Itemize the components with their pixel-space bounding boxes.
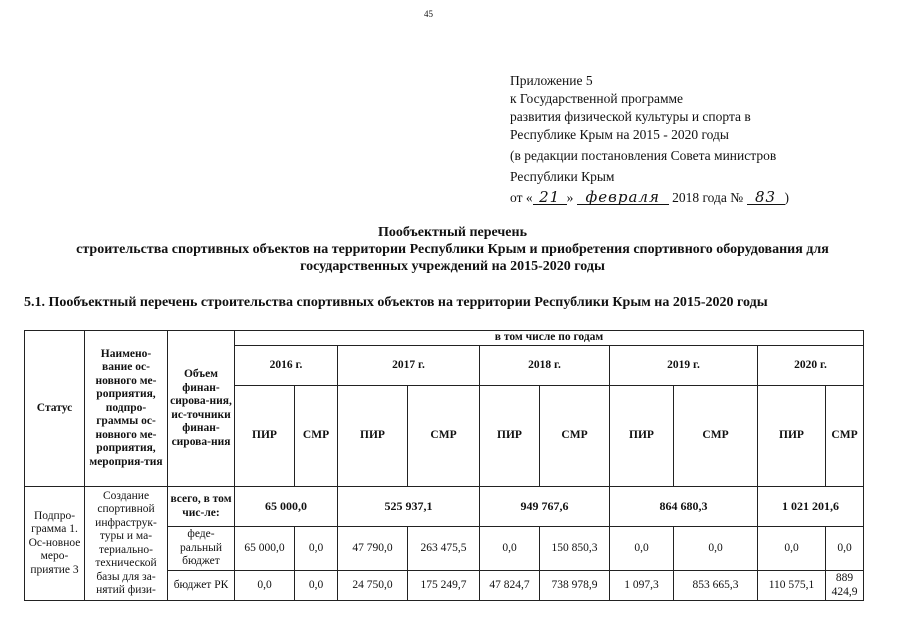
- row-label: феде-ральный бюджет: [168, 527, 235, 571]
- status-cell: Подпро-грамма 1. Ос-новное меро-приятие 3: [25, 487, 85, 601]
- date-close: ): [784, 190, 790, 205]
- value-cell: 0,0: [480, 527, 540, 571]
- year-total: 525 937,1: [338, 487, 480, 527]
- value-cell: 110 575,1: [758, 571, 826, 601]
- year-total: 1 021 201,6: [758, 487, 864, 527]
- appendix-line: Республики Крым: [510, 169, 615, 184]
- title-line: строительства спортивных объектов на территории Республики Крым и приобретения спортивного оборудования для: [76, 242, 829, 257]
- header-smr: СМР: [674, 386, 758, 487]
- value-cell: 0,0: [235, 571, 295, 601]
- value-cell: 738 978,9: [540, 571, 610, 601]
- page-number: 45: [424, 9, 433, 19]
- title-line: государственных учреждений на 2015-2020 годы: [300, 259, 605, 274]
- header-smr: СМР: [408, 386, 480, 487]
- appendix-line: (в редакции постановления Совета министров: [510, 148, 777, 163]
- appendix-date-line: [510, 189, 789, 207]
- value-cell: 853 665,3: [674, 571, 758, 601]
- header-smr: СМР: [295, 386, 338, 487]
- value-cell: 47 790,0: [338, 527, 408, 571]
- year-total: 949 767,6: [480, 487, 610, 527]
- value-cell: 0,0: [674, 527, 758, 571]
- header-smr: СМР: [826, 386, 864, 487]
- header-status: Статус: [25, 331, 85, 487]
- value-cell: 150 850,3: [540, 527, 610, 571]
- header-year: 2019 г.: [610, 346, 758, 386]
- appendix-line: развития физической культуры и спорта в: [510, 109, 751, 124]
- name-cell: Создание спортивной инфраструк-туры и ма-териально-технической базы для за-нятий физи-: [85, 487, 168, 601]
- date-year: 2018 года №: [672, 190, 744, 205]
- title-line: Пообъектный перечень: [378, 225, 527, 240]
- value-cell: 24 750,0: [338, 571, 408, 601]
- section-subtitle: 5.1. Пообъектный перечень строительства спортивных объектов на территории Республики Крым на 2015-2020 годы: [24, 295, 768, 310]
- value-cell: 0,0: [826, 527, 864, 571]
- row-label: всего, в том чис-ле:: [168, 487, 235, 527]
- header-by-years: в том числе по годам: [235, 331, 864, 346]
- value-cell: 47 824,7: [480, 571, 540, 601]
- header-pir: ПИР: [610, 386, 674, 487]
- year-total: 65 000,0: [235, 487, 338, 527]
- value-cell: 263 475,5: [408, 527, 480, 571]
- row-label: бюджет РК: [168, 571, 235, 601]
- header-pir: ПИР: [480, 386, 540, 487]
- header-year: 2017 г.: [338, 346, 480, 386]
- appendix-block: [510, 72, 789, 207]
- value-cell: 0,0: [610, 527, 674, 571]
- value-cell: 1 097,3: [610, 571, 674, 601]
- header-smr: СМР: [540, 386, 610, 487]
- appendix-line: к Государственной программе: [510, 91, 684, 106]
- handwritten-number: 83: [747, 190, 785, 205]
- appendix-line: Приложение 5: [510, 73, 593, 88]
- value-cell: 65 000,0: [235, 527, 295, 571]
- document-title: [0, 224, 905, 275]
- header-name: Наимено-вание ос-новного ме-роприятия, подпро-граммы ос-новного ме-роприятия, мероприя-тия: [85, 331, 168, 487]
- value-cell: 0,0: [295, 527, 338, 571]
- date-prefix: от «: [510, 190, 533, 205]
- date-mid: »: [566, 190, 574, 205]
- header-year: 2018 г.: [480, 346, 610, 386]
- value-cell: 889 424,9: [826, 571, 864, 601]
- value-cell: 0,0: [758, 527, 826, 571]
- value-cell: 175 249,7: [408, 571, 480, 601]
- header-pir: ПИР: [338, 386, 408, 487]
- header-volume: Объем финан-сирова-ния, ис-точники финан-сирова-ния: [168, 331, 235, 487]
- appendix-line: Республике Крым на 2015 - 2020 годы: [510, 127, 729, 142]
- header-year: 2020 г.: [758, 346, 864, 386]
- financing-table: [24, 330, 864, 601]
- handwritten-day: 21: [533, 190, 567, 205]
- value-cell: 0,0: [295, 571, 338, 601]
- header-year: 2016 г.: [235, 346, 338, 386]
- handwritten-month: февраля: [577, 190, 669, 205]
- year-total: 864 680,3: [610, 487, 758, 527]
- header-pir: ПИР: [758, 386, 826, 487]
- table-row: [25, 487, 864, 527]
- header-pir: ПИР: [235, 386, 295, 487]
